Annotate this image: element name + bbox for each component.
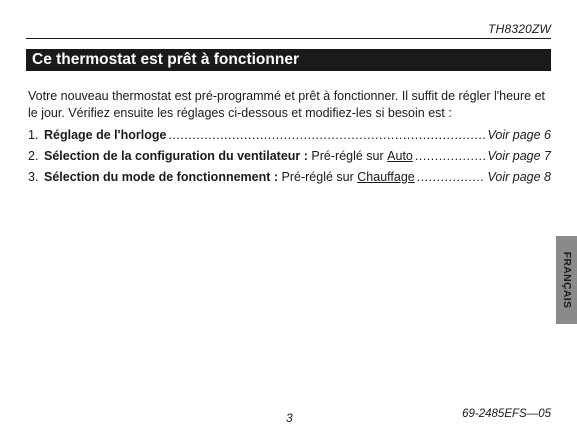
step-preset-text: Pré-réglé sur xyxy=(281,170,354,184)
language-tab-label: FRANÇAIS xyxy=(560,251,573,309)
language-tab xyxy=(556,236,577,324)
section-title: Ce thermostat est prêt à fonctionner xyxy=(32,51,299,68)
dot-leader xyxy=(415,148,485,165)
step-preset-text: Pré-réglé sur xyxy=(311,149,384,163)
step-title: Réglage de l'horloge xyxy=(44,128,167,142)
header-rule xyxy=(26,38,551,39)
step-item xyxy=(28,148,551,169)
step-preset-value: Auto xyxy=(387,149,413,163)
step-title: Sélection de la configuration du ventilateur : xyxy=(44,149,308,163)
intro-paragraph: Votre nouveau thermostat est pré-programmé et prêt à fonctionner. Il suffit de régler l'heure et le jour. Vérifiez ensuite les réglages ci-dessous et modifiez-les si besoin est : xyxy=(28,89,546,120)
step-item xyxy=(28,169,551,190)
step-number: 2. xyxy=(28,149,39,163)
step-item xyxy=(28,127,551,148)
step-preset-value: Chauffage xyxy=(357,170,415,184)
steps-list xyxy=(28,127,551,190)
step-title: Sélection du mode de fonctionnement : xyxy=(44,170,279,184)
page-number: 3 xyxy=(286,411,293,425)
step-number: 1. xyxy=(28,128,39,142)
dot-leader xyxy=(168,127,484,144)
step-number: 3. xyxy=(28,170,39,184)
page-reference: Voir page 6 xyxy=(487,128,551,142)
dot-leader xyxy=(417,169,485,186)
document-code: 69-2485EFS—05 xyxy=(462,408,551,420)
model-number: TH8320ZW xyxy=(488,22,551,36)
section-title-bar xyxy=(26,49,551,71)
page-reference: Voir page 7 xyxy=(487,149,551,163)
page-reference: Voir page 8 xyxy=(487,170,551,184)
